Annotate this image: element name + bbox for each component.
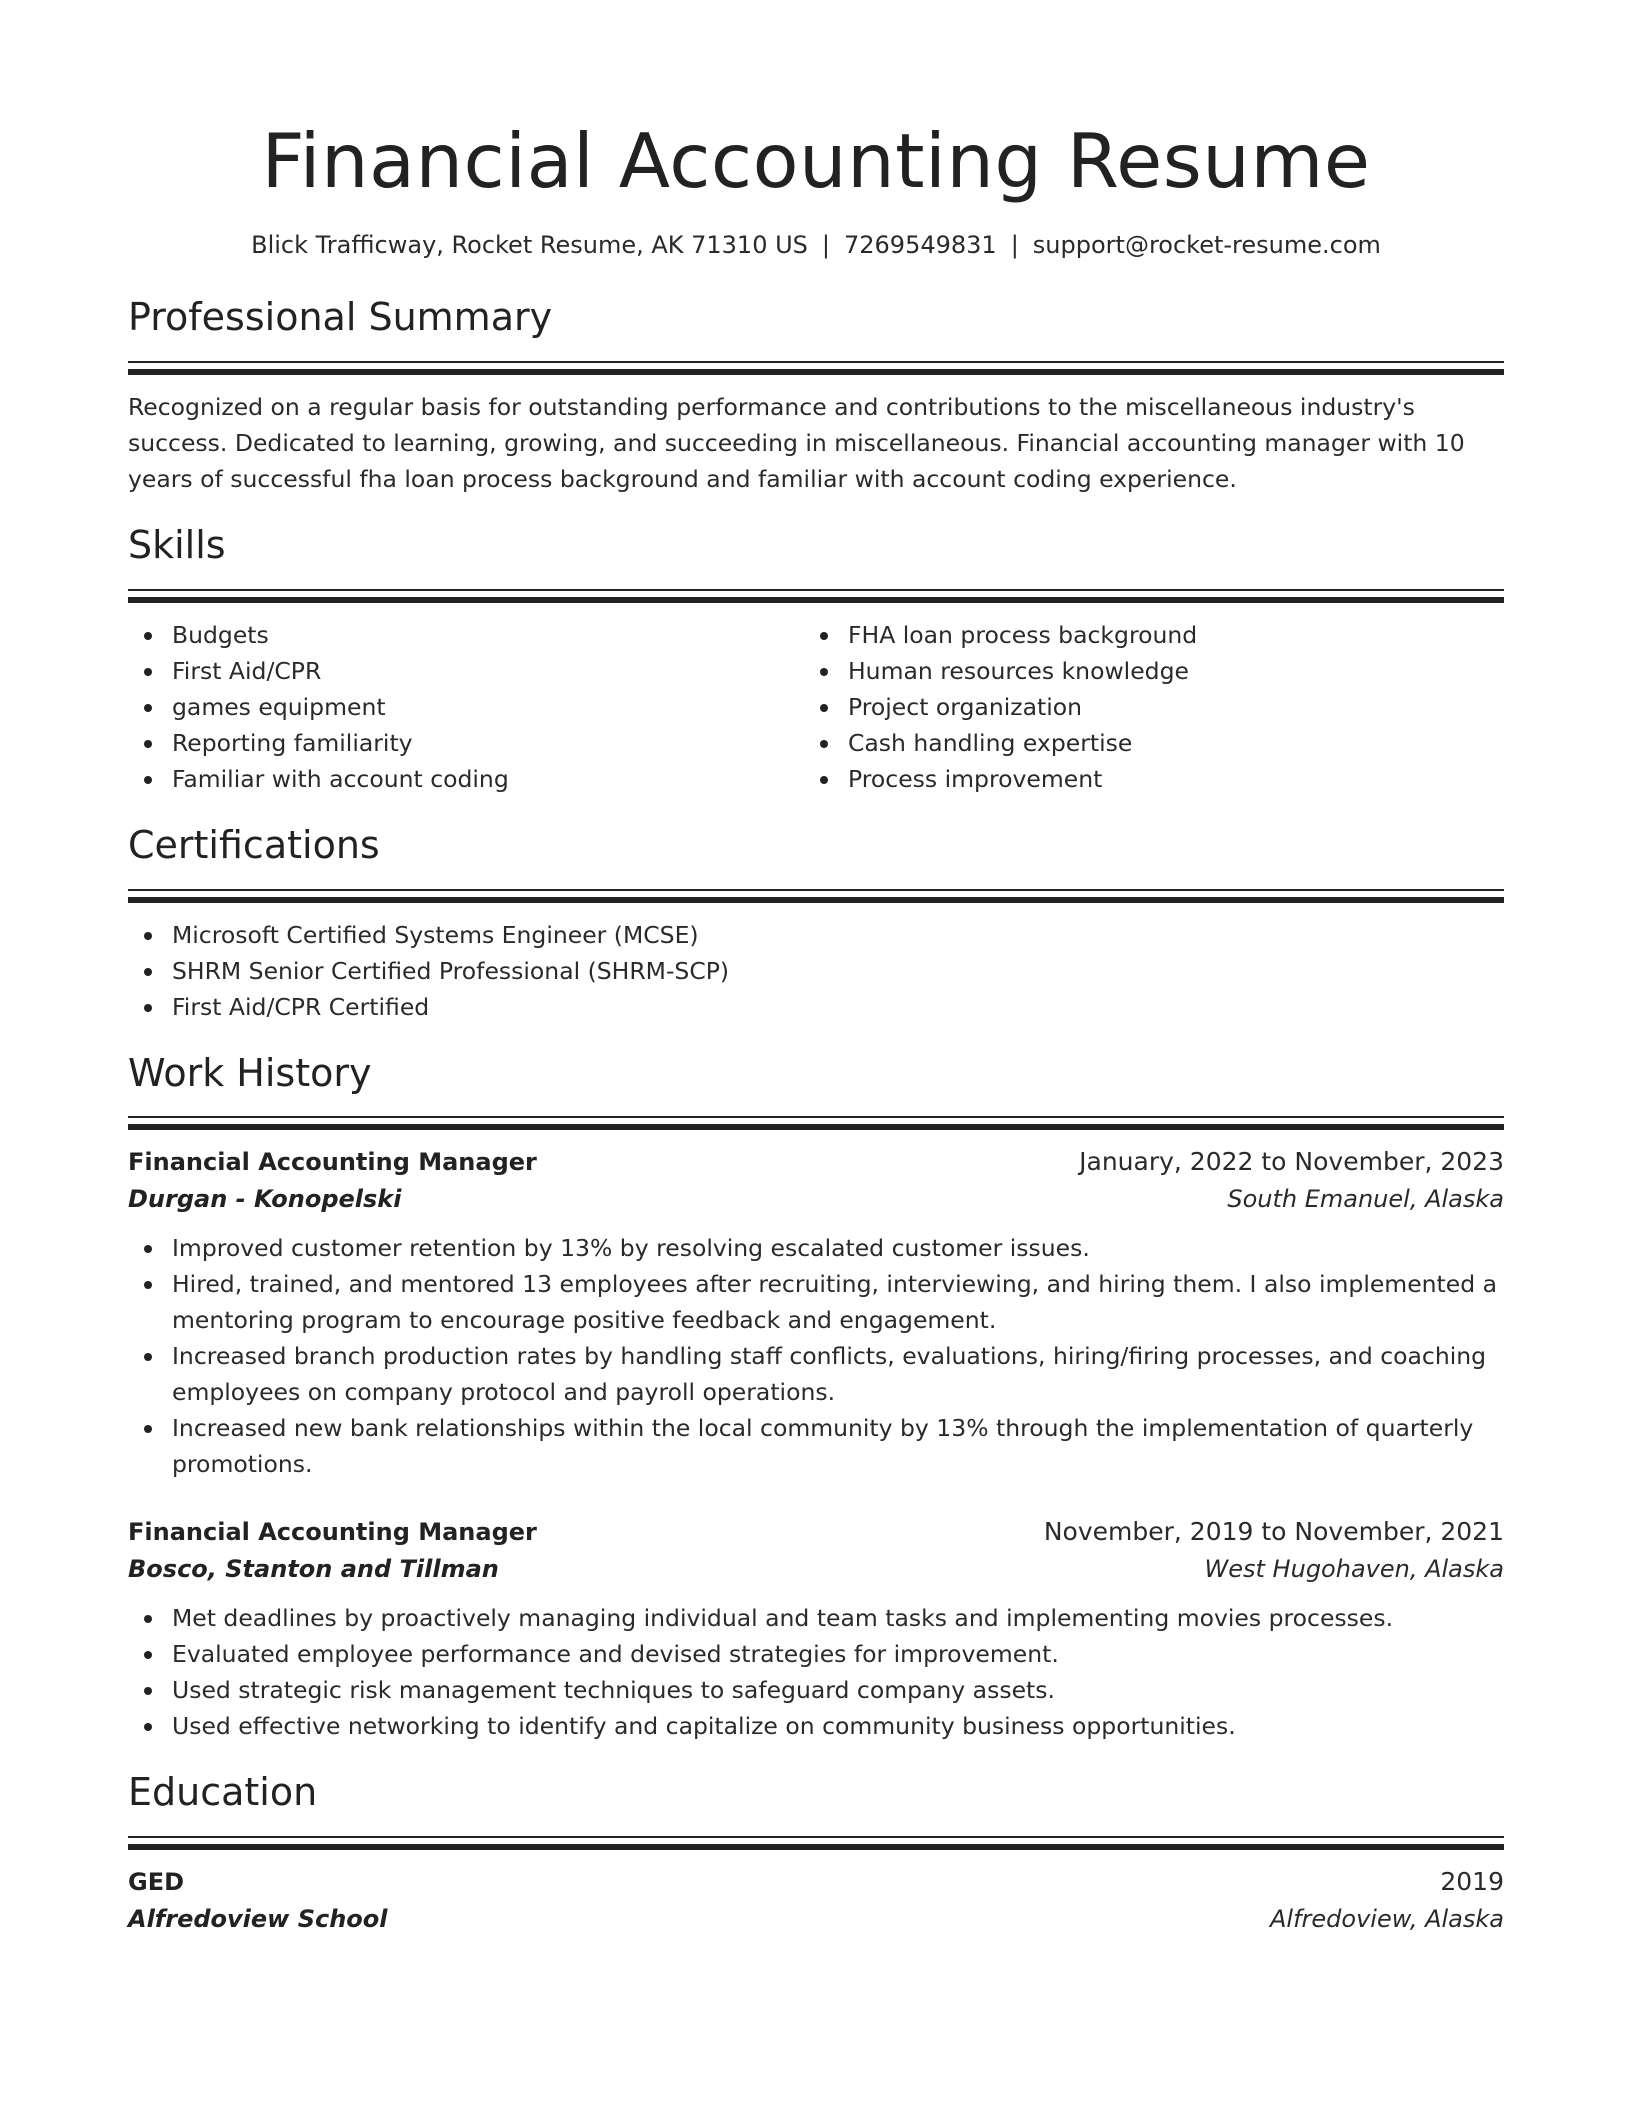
skill-item: Budgets [128, 617, 804, 653]
job-bullet: Increased new bank relationships within the local community by 13% through the implementation of quarterly promotions. [128, 1410, 1504, 1482]
job-bullet: Met deadlines by proactively managing individual and team tasks and implementing movies processes. [128, 1600, 1504, 1636]
skill-item: Process improvement [804, 761, 1480, 797]
contact-separator: | [821, 230, 830, 259]
section-work-history [128, 1050, 1504, 1745]
education-degree: GED [128, 1868, 185, 1897]
contact-phone: 7269549831 [844, 230, 997, 259]
section-heading: Professional Summary [128, 295, 553, 340]
certification-item: First Aid/CPR Certified [128, 989, 1504, 1025]
skill-item: Familiar with account coding [128, 761, 804, 797]
section-divider-thick [128, 1844, 1504, 1850]
section-divider-thick [128, 897, 1504, 903]
section-certifications [128, 822, 1504, 1025]
skill-item: FHA loan process background [804, 617, 1480, 653]
job-location: South Emanuel, Alaska [1227, 1185, 1504, 1214]
section-heading: Skills [128, 523, 226, 568]
education-location: Alfredoview, Alaska [1270, 1905, 1504, 1934]
skill-item: Human resources knowledge [804, 653, 1480, 689]
job-title: Financial Accounting Manager [128, 1518, 537, 1547]
education-school-row [128, 1900, 1504, 1938]
job-company: Durgan - Konopelski [128, 1185, 402, 1214]
job-bullets [128, 1230, 1504, 1482]
education-entry [128, 1864, 1504, 1938]
section-heading: Education [128, 1770, 318, 1815]
section-heading: Certifications [128, 822, 380, 867]
skill-item: Cash handling expertise [804, 725, 1480, 761]
contact-line [128, 231, 1504, 260]
job-bullet: Evaluated employee performance and devised strategies for improvement. [128, 1636, 1504, 1672]
section-divider-thick [128, 1124, 1504, 1130]
job-entry [128, 1144, 1504, 1482]
section-skills [128, 525, 1504, 797]
skills-list-right [804, 617, 1480, 797]
section-professional-summary [128, 297, 1504, 497]
section-divider-thick [128, 597, 1504, 603]
section-divider-thick [128, 369, 1504, 375]
skill-item: Reporting familiarity [128, 725, 804, 761]
summary-text: Recognized on a regular basis for outstanding performance and contributions to the miscellaneous industry's success. Dedicated to learning, growing, and succeeding in miscellaneous. Financial accounting manager with 10 years of successful fha loan process background and familiar with account coding experience. [128, 393, 1465, 494]
section-heading: Work History [128, 1050, 372, 1095]
job-bullet: Increased branch production rates by handling staff conflicts, evaluations, hiring/firing processes, and coaching employees on company protocol and payroll operations. [128, 1338, 1504, 1410]
contact-address: Blick Trafficway, Rocket Resume, AK 71310 US [251, 230, 808, 259]
skill-item: Project organization [804, 689, 1480, 725]
job-entry [128, 1514, 1504, 1744]
job-company: Bosco, Stanton and Tillman [128, 1555, 499, 1584]
job-bullet: Used strategic risk management techniques to safeguard company assets. [128, 1672, 1504, 1708]
certification-item: Microsoft Certified Systems Engineer (MCSE) [128, 917, 1504, 953]
education-year: 2019 [1440, 1867, 1504, 1897]
resume-title: Financial Accounting Resume [261, 117, 1371, 205]
section-divider-thin [128, 889, 1504, 891]
job-bullet: Used effective networking to identify and capitalize on community business opportunities. [128, 1708, 1504, 1744]
skills-grid [128, 617, 1504, 797]
job-title: Financial Accounting Manager [128, 1148, 537, 1177]
job-bullet: Hired, trained, and mentored 13 employees after recruiting, interviewing, and hiring them. I also implemented a mentoring program to encourage positive feedback and engagement. [128, 1266, 1504, 1338]
section-divider-thin [128, 589, 1504, 591]
job-dates: November, 2019 to November, 2021 [1043, 1517, 1504, 1547]
education-school: Alfredoview School [128, 1905, 388, 1934]
section-divider-thin [128, 1116, 1504, 1118]
job-location: West Hugohaven, Alaska [1204, 1555, 1504, 1584]
job-company-row [128, 1180, 1504, 1218]
education-header-row [128, 1864, 1504, 1900]
skill-item: games equipment [128, 689, 804, 725]
job-header-row [128, 1514, 1504, 1550]
section-education [128, 1772, 1504, 1938]
section-divider-thin [128, 1836, 1504, 1838]
job-header-row [128, 1144, 1504, 1180]
skills-list-left [128, 617, 804, 797]
job-company-row [128, 1550, 1504, 1588]
contact-email: support@rocket-resume.com [1032, 230, 1381, 259]
certification-item: SHRM Senior Certified Professional (SHRM-SCP) [128, 953, 1504, 989]
job-bullets [128, 1600, 1504, 1744]
job-dates: January, 2022 to November, 2023 [1079, 1147, 1504, 1177]
job-bullet: Improved customer retention by 13% by resolving escalated customer issues. [128, 1230, 1504, 1266]
certifications-list [128, 917, 1504, 1025]
contact-separator: | [1010, 230, 1019, 259]
skill-item: First Aid/CPR [128, 653, 804, 689]
section-divider-thin [128, 361, 1504, 363]
